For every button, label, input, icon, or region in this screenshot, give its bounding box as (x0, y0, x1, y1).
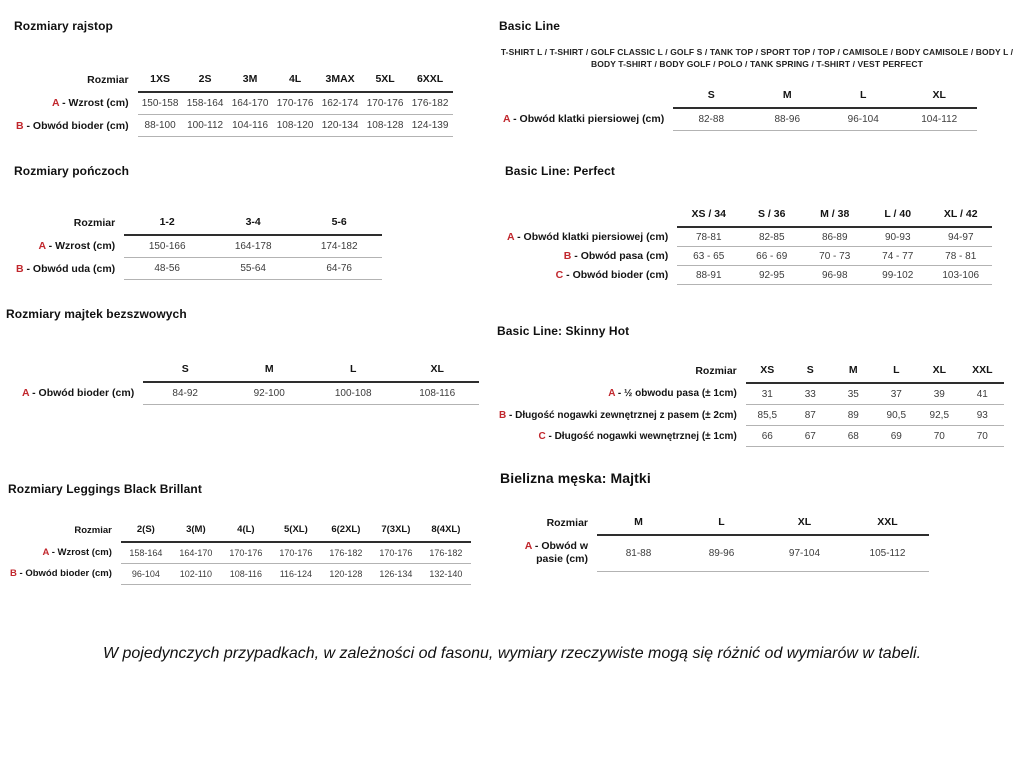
header-row (20, 359, 479, 382)
size-value: 100-108 (311, 382, 395, 405)
header-row (14, 69, 453, 92)
table-row (14, 235, 382, 258)
size-value: 64-76 (296, 258, 382, 280)
section-basic-line (499, 19, 1015, 131)
row-label: B - Obwód uda (cm) (16, 262, 116, 275)
header-row (14, 212, 382, 235)
section-title: Basic Line: Perfect (505, 164, 615, 178)
majtki-meskie-size-table (505, 512, 929, 572)
row-label: C - Długość nogawki wewnętrznej (± 1cm) (538, 430, 737, 442)
section-title: Basic Line (499, 19, 561, 33)
column-header: 1XS (138, 69, 183, 92)
measure-letter: A (503, 112, 511, 125)
size-value: 170-176 (273, 92, 318, 115)
size-value: 86-89 (803, 227, 866, 247)
size-value: 88-91 (677, 266, 740, 285)
size-value: 55-64 (210, 258, 296, 280)
measure-letter: C (538, 430, 546, 442)
measure-letter: A (51, 97, 60, 110)
row-label: A - Wzrost (cm) (42, 547, 112, 558)
size-value: 70 - 73 (803, 247, 866, 266)
table-row (505, 535, 929, 571)
size-value: 66 (746, 426, 789, 447)
table-row (497, 383, 1004, 405)
row-label: A - Obwód w pasie (cm) (524, 540, 588, 566)
size-value: 63 - 65 (677, 247, 740, 266)
table-corner-label: Rozmiar (87, 73, 129, 86)
row-label: C - Obwód bioder (cm) (555, 269, 669, 281)
section-basic-line-skinny-hot (497, 324, 1004, 447)
column-header: XL / 42 (929, 204, 992, 227)
column-header: XXL (961, 360, 1004, 383)
section-title: Rozmiary majtek bezszwowych (6, 307, 187, 321)
table-row (497, 405, 1004, 426)
size-value: 116-124 (271, 563, 321, 584)
column-header: L (311, 359, 395, 382)
measure-letter: B (563, 250, 572, 262)
column-header: 3-4 (210, 212, 296, 235)
table-corner-label (20, 359, 143, 382)
column-header: 2(S) (121, 520, 171, 542)
table-row (505, 247, 992, 266)
column-header: 5-6 (296, 212, 382, 235)
size-value: 88-100 (138, 115, 183, 137)
size-value: 108-128 (363, 115, 408, 137)
row-label: A - Wzrost (cm) (38, 240, 116, 253)
size-value: 89 (832, 405, 875, 426)
measure-letter: B (499, 409, 507, 421)
size-value: 120-128 (321, 563, 371, 584)
size-value: 96-104 (121, 563, 171, 584)
size-value: 174-182 (296, 235, 382, 258)
table-row (501, 108, 977, 131)
size-value: 93 (961, 405, 1004, 426)
header-row (8, 520, 471, 542)
size-value: 164-178 (210, 235, 296, 258)
size-value: 82-88 (673, 108, 749, 131)
size-value: 94-97 (929, 227, 992, 247)
size-value: 108-116 (395, 382, 479, 405)
basic-line-product-list: T-SHIRT L / T-SHIRT / GOLF CLASSIC L / GOLF S / TANK TOP / SPORT TOP / TOP / CAMISOLE / BODY CAMISOLE / BODY L / BODY T-SHIRT / BODY GOLF / POLO / TANK SPRING / T-SHIRT / VEST PERFECT (500, 47, 1014, 70)
size-value: 82-85 (740, 227, 803, 247)
column-header: XL (918, 360, 961, 383)
column-header: S (673, 85, 749, 108)
size-value: 48-56 (124, 258, 210, 280)
size-value: 124-139 (408, 115, 453, 137)
size-value: 170-176 (371, 542, 421, 563)
size-value: 150-166 (124, 235, 210, 258)
row-label: B - Długość nogawki zewnętrznej z pasem (± 2cm) (499, 409, 737, 421)
size-value: 90-93 (866, 227, 929, 247)
size-value: 104-116 (228, 115, 273, 137)
row-label: B - Obwód bioder (cm) (10, 568, 112, 579)
size-value: 126-134 (371, 563, 421, 584)
column-header: S (143, 359, 227, 382)
size-value: 150-158 (138, 92, 183, 115)
ponczoch-size-table (14, 212, 382, 280)
size-value: 96-104 (825, 108, 901, 131)
column-header: XS / 34 (677, 204, 740, 227)
measure-letter: A (507, 230, 515, 243)
table-corner-label: Rozmiar (73, 216, 116, 229)
column-header: M (597, 512, 680, 535)
table-corner-label: Rozmiar (546, 516, 588, 529)
column-header: M / 38 (803, 204, 866, 227)
column-header: XS (746, 360, 789, 383)
table-row (14, 92, 453, 115)
table-row (14, 115, 453, 137)
size-value: 88-96 (749, 108, 825, 131)
size-value: 164-170 (171, 542, 221, 563)
table-corner-label (505, 204, 677, 227)
row-label: A - Obwód klatki piersiowej (cm) (507, 230, 669, 243)
section-rozmiary-ponczoch (14, 164, 382, 280)
size-value: 108-116 (221, 563, 271, 584)
table-corner-label (501, 85, 673, 108)
section-basic-line-perfect (505, 164, 992, 285)
column-header: S / 36 (740, 204, 803, 227)
size-value: 68 (832, 426, 875, 447)
row-label: B - Obwód pasa (cm) (563, 250, 669, 262)
size-value: 170-176 (221, 542, 271, 563)
table-corner-label: Rozmiar (695, 364, 737, 377)
row-label: A - Obwód klatki piersiowej (cm) (503, 112, 665, 125)
size-value: 105-112 (846, 535, 929, 571)
column-header: L (680, 512, 763, 535)
size-value: 84-92 (143, 382, 227, 405)
rajstop-size-table (14, 69, 453, 137)
size-value: 120-134 (318, 115, 363, 137)
size-value: 90,5 (875, 405, 918, 426)
column-header: 5(XL) (271, 520, 321, 542)
size-value: 104-112 (901, 108, 977, 131)
size-value: 164-170 (228, 92, 273, 115)
size-value: 37 (875, 383, 918, 405)
header-row (505, 204, 992, 227)
measure-letter: C (555, 269, 564, 281)
size-value: 176-182 (408, 92, 453, 115)
table-row (8, 542, 471, 563)
size-value: 162-174 (318, 92, 363, 115)
section-leggings-black-brillant (8, 482, 471, 585)
column-header: 4L (273, 69, 318, 92)
table-row (8, 563, 471, 584)
size-value: 132-140 (421, 563, 471, 584)
column-header: 6(2XL) (321, 520, 371, 542)
basic-line-size-table (501, 85, 977, 131)
table-corner-label: Rozmiar (74, 524, 112, 536)
size-value: 158-164 (183, 92, 228, 115)
column-header: 7(3XL) (371, 520, 421, 542)
leggings-size-table (8, 520, 471, 585)
size-value: 67 (789, 426, 832, 447)
size-value: 74 - 77 (866, 247, 929, 266)
size-value: 92,5 (918, 405, 961, 426)
column-header: S (789, 360, 832, 383)
size-value: 69 (875, 426, 918, 447)
column-header: 3(M) (171, 520, 221, 542)
measure-letter: B (16, 119, 24, 132)
header-row (505, 512, 929, 535)
size-value: 170-176 (271, 542, 321, 563)
size-value: 158-164 (121, 542, 171, 563)
size-value: 39 (918, 383, 961, 405)
column-header: 4(L) (221, 520, 271, 542)
column-header: 5XL (363, 69, 408, 92)
size-value: 41 (961, 383, 1004, 405)
majtki-bezszwowe-size-table (20, 359, 479, 405)
column-header: M (227, 359, 311, 382)
column-header: M (749, 85, 825, 108)
size-value: 176-182 (421, 542, 471, 563)
size-value: 92-95 (740, 266, 803, 285)
measure-letter: A (42, 547, 50, 558)
table-row (497, 426, 1004, 447)
size-value: 70 (918, 426, 961, 447)
footnote: W pojedynczych przypadkach, w zależności od fasonu, wymiary rzeczywiste mogą się różnić od wymiarów w tabeli. (102, 645, 922, 662)
measure-letter: B (16, 262, 24, 275)
size-value: 31 (746, 383, 789, 405)
table-row (20, 382, 479, 405)
size-value: 100-112 (183, 115, 228, 137)
table-row (14, 258, 382, 280)
section-title: Bielizna męska: Majtki (500, 470, 651, 486)
column-header: XL (763, 512, 846, 535)
size-value: 85,5 (746, 405, 789, 426)
column-header: 1-2 (124, 212, 210, 235)
column-header: L (825, 85, 901, 108)
size-value: 35 (832, 383, 875, 405)
size-value: 92-100 (227, 382, 311, 405)
size-value: 108-120 (273, 115, 318, 137)
size-value: 97-104 (763, 535, 846, 571)
size-value: 170-176 (363, 92, 408, 115)
column-header: 3MAX (318, 69, 363, 92)
perfect-size-table (505, 204, 992, 285)
size-value: 102-110 (171, 563, 221, 584)
section-majtki-bezszwowe (6, 307, 479, 405)
section-title: Basic Line: Skinny Hot (497, 324, 630, 338)
header-row (501, 85, 977, 108)
table-row (505, 227, 992, 247)
column-header: 6XXL (408, 69, 453, 92)
size-value: 87 (789, 405, 832, 426)
section-rozmiary-rajstop (14, 19, 453, 137)
size-value: 70 (961, 426, 1004, 447)
row-label: A - Obwód bioder (cm) (22, 387, 135, 400)
measure-letter: B (10, 568, 17, 579)
measure-letter: A (608, 388, 616, 400)
size-value: 89-96 (680, 535, 763, 571)
table-row (505, 266, 992, 285)
section-title: Rozmiary rajstop (14, 19, 113, 33)
size-value: 81-88 (597, 535, 680, 571)
size-value: 99-102 (866, 266, 929, 285)
size-value: 96-98 (803, 266, 866, 285)
header-row (497, 360, 1004, 383)
section-title: Rozmiary Leggings Black Brillant (8, 482, 202, 496)
measure-letter: A (22, 387, 30, 400)
section-bielizna-meska-majtki (500, 470, 929, 572)
measure-letter: A (38, 240, 46, 253)
column-header: L / 40 (866, 204, 929, 227)
size-value: 66 - 69 (740, 247, 803, 266)
row-label: B - Obwód bioder (cm) (16, 119, 129, 132)
size-value: 103-106 (929, 266, 992, 285)
column-header: XXL (846, 512, 929, 535)
section-title: Rozmiary pończoch (14, 164, 130, 178)
column-header: 8(4XL) (421, 520, 471, 542)
row-label: A - ½ obwodu pasa (± 1cm) (608, 388, 737, 400)
size-value: 78-81 (677, 227, 740, 247)
column-header: XL (395, 359, 479, 382)
row-label: A - Wzrost (cm) (51, 97, 129, 110)
column-header: M (832, 360, 875, 383)
column-header: 2S (183, 69, 228, 92)
measure-letter: A (524, 540, 532, 552)
column-header: XL (901, 85, 977, 108)
size-value: 33 (789, 383, 832, 405)
column-header: L (875, 360, 918, 383)
size-value: 176-182 (321, 542, 371, 563)
skinny-hot-size-table (497, 360, 1004, 447)
size-value: 78 - 81 (929, 247, 992, 266)
column-header: 3M (228, 69, 273, 92)
